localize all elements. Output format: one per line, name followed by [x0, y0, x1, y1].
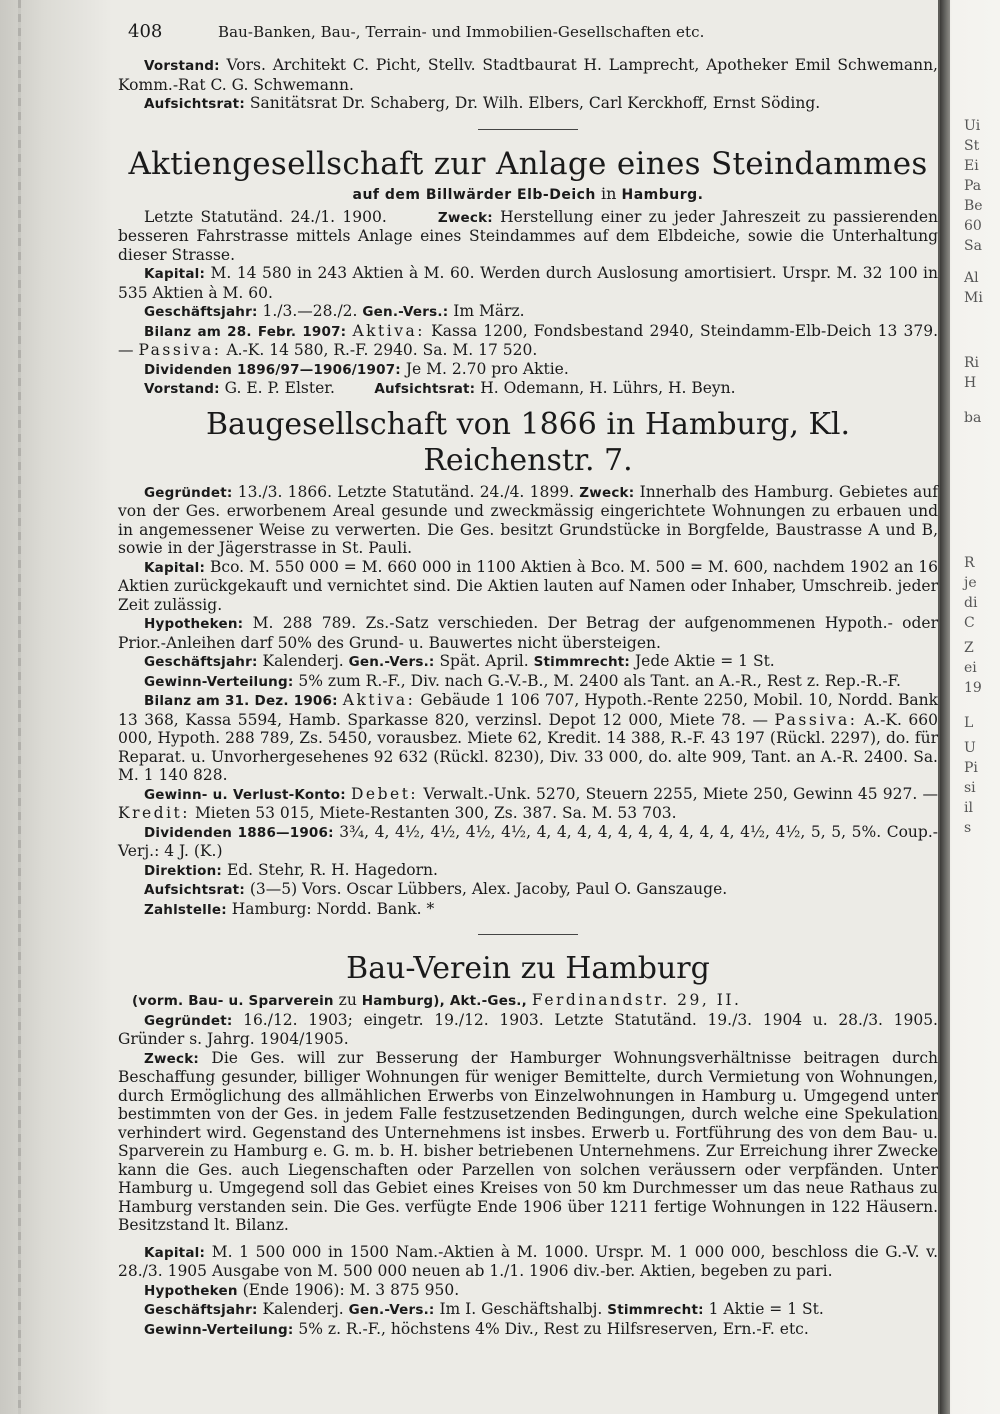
previous-entry-continuation — [118, 56, 938, 114]
entry-title: Aktiengesellschaft zur Anlage eines Steindammes — [128, 145, 928, 182]
adjacent-page-fragment: Ei — [964, 158, 979, 174]
zweck-label: Zweck: — [144, 1050, 199, 1067]
zahlstelle-label: Zahlstelle: — [144, 901, 227, 918]
bilanz-aktiva-text: Gebäude 1 106 707, Hypoth.-Rente 2250, Mobil. 10, Nordd. Bank 13 368, Kassa 5594, Hamb. Sparkasse 820, verzinsl. Depot 12 000, Miete 78. — — [118, 691, 938, 729]
bilanz-label: Bilanz am 28. Febr. 1907: — [144, 323, 347, 340]
subtitle-city: Hamburg. — [621, 186, 704, 203]
adjacent-page-fragment: C — [964, 615, 975, 631]
running-title: Bau-Banken, Bau-, Terrain- und Immobilien-Gesellschaften etc. — [218, 23, 705, 41]
vorstand-label: Vorstand: — [144, 381, 220, 397]
geschaeftsjahr-label: Geschäftsjahr: — [144, 1302, 258, 1318]
entry-steindamm — [118, 146, 938, 399]
aktiva-word: Aktiva: — [352, 321, 425, 340]
zahlstelle-text: Hamburg: Nordd. Bank. * — [231, 899, 435, 918]
adjacent-page-fragment: Ri — [964, 355, 980, 371]
adjacent-page-fragment: 60 — [964, 218, 982, 234]
kapital-text: Bco. M. 550 000 = M. 660 000 in 1100 Aktien à Bco. M. 500 = M. 600, nachdem 1902 an 16 Aktien zurückgekauft und vernichtet sind. Die Aktien lauten auf Namen oder Inhaber, Umschreib. jeder Zeit zulässig. — [118, 557, 938, 614]
passiva-word: Passiva: — [774, 710, 858, 729]
gewinn-verteilung-label: Gewinn-Verteilung: — [144, 1321, 294, 1338]
bilanz-passiva-text: A.-K. 660 000, Hypoth. 288 789, Zs. 5450, vorausbez. Miete 62, Kredit. 14 388, R.-F. 43 197 (Rückl. 2297), do. für Reparat. u. Unvorhergesehenes 92 632 (Rückl. 8230), Div. 33 000, do. alte 909, Tant. an A.-R. 2400. Sa. M. 1 140 828. — [118, 710, 938, 784]
genvers-label: Gen.-Vers.: — [348, 1302, 435, 1318]
geschaeftsjahr-label: Geschäftsjahr: — [144, 304, 258, 320]
geschaeftsjahr-text: Kalenderj. — [262, 652, 344, 670]
vorstand-text: G. E. P. Elster. — [224, 379, 335, 397]
adjacent-page-fragment: Pa — [964, 178, 982, 194]
adjacent-page-fragment: Al — [964, 270, 979, 286]
bilanz-passiva-text: A.-K. 14 580, R.-F. 2940. Sa. M. 17 520. — [226, 341, 538, 359]
adjacent-page-fragment: je — [964, 575, 977, 591]
gewinn-verteilung-label: Gewinn-Verteilung: — [144, 673, 294, 690]
adjacent-page-fragment: Mi — [964, 290, 983, 306]
kapital-text: M. 1 500 000 in 1500 Nam.-Aktien à M. 1000. Urspr. M. 1 000 000, beschloss die G.-V. v. 28./3. 1905 Ausgabe von M. 500 000 neuen ab 1./1. 1906 div.-ber. Aktien, begeben zu pari. — [118, 1242, 938, 1280]
subtitle-former-name: (vorm. Bau- u. Sparverein — [132, 993, 334, 1009]
adjacent-page-fragment: Z — [964, 640, 974, 656]
direktion-text: Ed. Stehr, R. H. Hagedorn. — [226, 860, 438, 879]
entry-bau-verein-hamburg — [118, 951, 938, 1339]
kapital-text: M. 14 580 in 243 Aktien à M. 60. Werden durch Auslosung amortisiert. Urspr. M. 32 100 in 535 Aktien à M. 60. — [118, 264, 938, 302]
subtitle-address: Ferdinandstr. 29, II. — [531, 991, 742, 1009]
genvers-text: Im März. — [453, 302, 525, 320]
subtitle-zu: zu — [338, 991, 357, 1009]
aufsichtsrat-text: Sanitätsrat Dr. Schaberg, Dr. Wilh. Elbers, Carl Kerckhoff, Ernst Söding. — [249, 94, 821, 112]
gegruendet-text: 16./12. 1903; eingetr. 19./12. 1903. Letzte Statutänd. 19./3. 1904 u. 28./3. 1905. Gründer s. Jahrg. 1904/1905. — [118, 1010, 938, 1048]
document-page — [118, 22, 938, 1339]
subtitle-location: auf dem Billwärder Elb-Deich — [352, 186, 596, 203]
hypotheken-text: (Ende 1906): M. 3 875 950. — [242, 1280, 460, 1299]
zweck-label: Zweck: — [437, 209, 493, 226]
adjacent-page-fragment: R — [964, 555, 975, 571]
vorstand-label: Vorstand: — [144, 58, 220, 74]
vorstand-text: Vors. Architekt C. Picht, Stellv. Stadtbaurat H. Lamprecht, Apotheker Emil Schwemann, Komm.-Rat C. G. Schwemann. — [118, 56, 938, 94]
gegruendet-text: 13./3. 1866. Letzte Statutänd. 24./4. 1899. — [237, 482, 575, 501]
section-divider — [478, 129, 578, 130]
zweck-text: Die Ges. will zur Besserung der Hamburger Wohnungsverhältnisse beitragen durch Beschaffung gesunder, billiger Wohnungen für weniger Bemittelte, durch Vermietung von Wohnungen, durch Ermöglichung des allmählichen Erwerbs von Einzelwohnungen in Hamburg u. Umgegend unter bestimmten von der Ges. in jedem Falle festzusetzenden Bedingungen, durch welche eine Spekulation verhindert wird. Gegenstand des Unternehmens ist insbes. Erwerb u. Fortführung des von dem Bau- u. Sparverein zu Hamburg e. G. m. b. H. bisher betriebenen Unternehmens. Zur Erreichung ihrer Zwecke kann die Ges. auch Liegenschaften oder Parzellen von solchen veräussern oder verpfänden. Unter Hamburg u. Umgegend soll das Gebiet eines Kreises von 50 km Durchmesser um das neue Rathaus zu Hamburg verstanden sein. Die Ges. verfügte Ende 1906 über 1211 fertige Wohnungen in 122 Häusern. Besitzstand lt. Bilanz. — [118, 1048, 938, 1234]
zweck-text: Innerhalb des Hamburg. Gebietes auf von der Ges. erworbenem Areal gesunde und zweckmässig eingerichtete Wohnungen zu erbauen und in angemessener Weise zu verwerten. Die Ges. besitzt Grundstücke in Borgfelde, Baustrasse A und B, sowie in der Jägerstrasse in St. Pauli. — [118, 482, 939, 557]
dividenden-label: Dividenden 1886—1906: — [144, 824, 334, 841]
hypotheken-label: Hypotheken — [144, 1282, 238, 1299]
aufsichtsrat-text: H. Odemann, H. Lührs, H. Beyn. — [480, 379, 736, 397]
genvers-label: Gen.-Vers.: — [348, 654, 435, 670]
aufsichtsrat-label: Aufsichtsrat: — [144, 882, 245, 898]
stimmrecht-label: Stimmrecht: — [607, 1302, 704, 1318]
adjacent-page-fragment: Sa — [964, 238, 982, 254]
direktion-label: Direktion: — [144, 862, 222, 879]
geschaeftsjahr-label: Geschäftsjahr: — [144, 654, 258, 670]
guv-kredit-text: Mieten 53 015, Miete-Restanten 300, Zs. 387. Sa. M. 53 703. — [194, 804, 677, 822]
adjacent-page-fragment: di — [964, 595, 978, 611]
statut-text: Letzte Statutänd. 24./1. 1900. — [144, 207, 387, 226]
bilanz-aktiva-text: Kassa 1200, Fondsbestand 2940, Steindamm-Elb-Deich 13 379. — — [118, 321, 938, 359]
adjacent-page-fragment: L — [964, 715, 974, 731]
adjacent-page-fragment: 19 — [964, 680, 982, 696]
kredit-word: Kredit: — [118, 804, 190, 822]
bilanz-label: Bilanz am 31. Dez. 1906: — [144, 693, 338, 709]
kapital-label: Kapital: — [144, 559, 206, 576]
aufsichtsrat-label: Aufsichtsrat: — [144, 96, 245, 112]
debet-word: Debet: — [351, 784, 419, 803]
section-divider — [478, 934, 578, 935]
guv-label: Gewinn- u. Verlust-Konto: — [144, 786, 346, 803]
adjacent-page-fragment: Ui — [964, 118, 981, 134]
gegruendet-label: Gegründet: — [144, 484, 233, 501]
adjacent-page-fragment: si — [964, 780, 976, 796]
adjacent-page-fragment: ba — [964, 410, 982, 426]
adjacent-page-fragment: il — [964, 800, 973, 816]
zweck-text: Herstellung einer zu jeder Jahreszeit zu passierenden besseren Fahrstrasse mittels Anlage eines Steindammes auf dem Elbdeiche, sowie die Unterhaltung dieser Strasse. — [118, 207, 938, 264]
subtitle-former-name-2: Hamburg), Akt.-Ges., — [361, 993, 527, 1009]
dividenden-text: Je M. 2.70 pro Aktie. — [405, 359, 569, 378]
genvers-text: Im I. Geschäftshalbj. — [439, 1300, 603, 1318]
aufsichtsrat-label: Aufsichtsrat: — [374, 381, 476, 397]
adjacent-page-edge — [938, 0, 1000, 1414]
hypotheken-label: Hypotheken: — [144, 616, 244, 632]
adjacent-page-fragment: U — [964, 740, 976, 756]
page-edge-shadow — [940, 0, 950, 1414]
entry-title — [118, 407, 938, 479]
entry-baugesellschaft-1866 — [118, 407, 938, 920]
adjacent-page-fragment: H — [964, 375, 977, 391]
stimmrecht-label: Stimmrecht: — [533, 654, 631, 670]
book-gutter — [0, 0, 112, 1414]
entry-title-address: Kl. Reichenstr. 7. — [423, 406, 851, 478]
adjacent-page-fragment: ei — [964, 660, 977, 676]
gewinn-verteilung-text: 5% zum R.-F., Div. nach G.-V.-B., M. 2400 als Tant. an A.-R., Rest z. Rep.-R.-F. — [298, 671, 901, 690]
adjacent-page-fragment: Be — [964, 198, 983, 214]
zweck-label: Zweck: — [579, 484, 635, 501]
kapital-label: Kapital: — [144, 1244, 206, 1261]
dividenden-label: Dividenden 1896/97—1906/1907: — [144, 361, 401, 378]
kapital-label: Kapital: — [144, 266, 206, 282]
hypotheken-text: M. 288 789. Zs.-Satz verschieden. Der Betrag der aufgenommenen Hypoth.- oder Prior.-Anleihen darf 50% des Grund- u. Bauwertes nicht übersteigen. — [118, 614, 938, 652]
gegruendet-label: Gegründet: — [144, 1012, 233, 1029]
entry-title-name: Baugesellschaft von 1866 in Hamburg, — [205, 406, 799, 442]
subtitle-in: in — [600, 183, 617, 203]
passiva-word: Passiva: — [138, 341, 222, 359]
geschaeftsjahr-text: 1./3.—28./2. — [262, 302, 358, 320]
aufsichtsrat-text: (3—5) Vors. Oscar Lübbers, Alex. Jacoby, Paul O. Ganszauge. — [249, 880, 728, 898]
page-number: 408 — [128, 21, 163, 42]
gewinn-verteilung-text: 5% z. R.-F., höchstens 4% Div., Rest zu Hilfsreserven, Ern.-F. etc. — [298, 1319, 809, 1338]
stimmrecht-text: 1 Aktie = 1 St. — [708, 1300, 824, 1318]
dividenden-text: 3¾, 4, 4½, 4½, 4½, 4½, 4, 4, 4, 4, 4, 4, 4, 4, 4, 4, 4½, 4½, 5, 5, 5%. Coup.-Verj.: 4 J. (K.) — [118, 822, 938, 860]
page-header — [118, 22, 938, 56]
entry-title: Bau-Verein zu Hamburg — [346, 951, 710, 986]
adjacent-page-fragment: Pi — [964, 760, 978, 776]
entry-subtitle — [118, 184, 938, 205]
aktiva-word: Aktiva: — [342, 691, 416, 709]
guv-debet-text: Verwalt.-Unk. 5270, Steuern 2255, Miete 250, Gewinn 45 927. — — [423, 784, 938, 803]
adjacent-page-fragment: St — [964, 138, 980, 154]
geschaeftsjahr-text: Kalenderj. — [262, 1300, 344, 1318]
genvers-label: Gen.-Vers.: — [362, 304, 449, 320]
genvers-text: Spät. April. — [439, 652, 529, 670]
adjacent-page-fragment: s — [964, 820, 972, 836]
stimmrecht-text: Jede Aktie = 1 St. — [634, 652, 775, 670]
